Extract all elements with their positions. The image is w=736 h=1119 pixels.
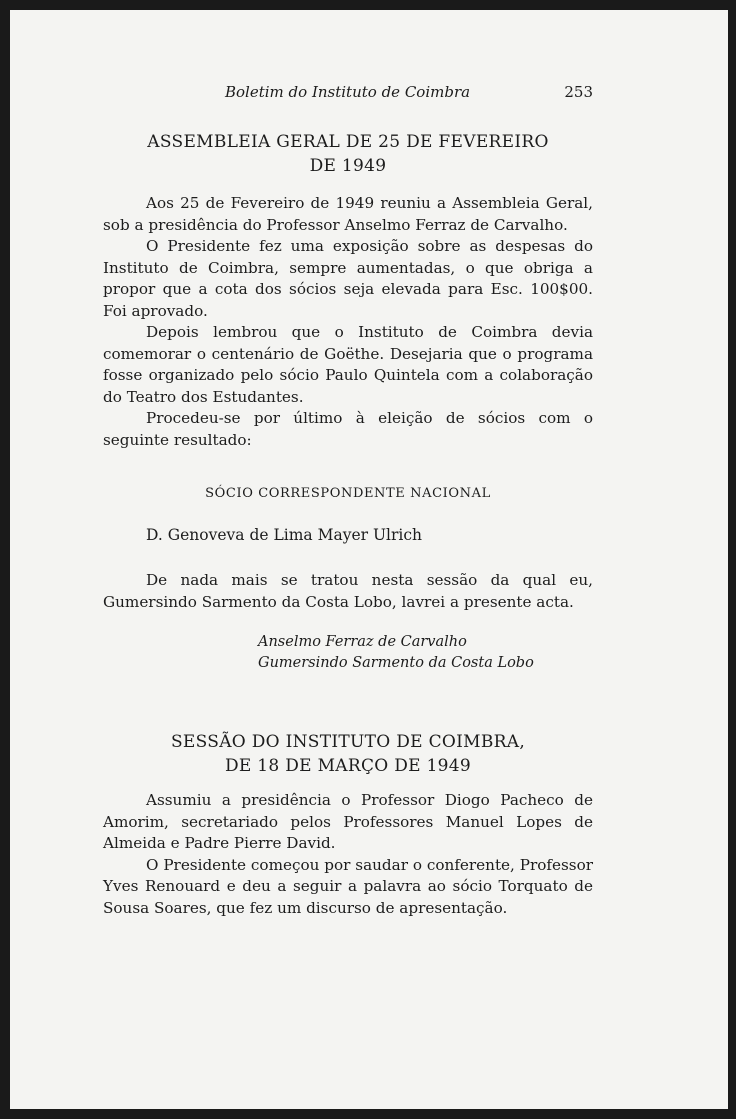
section2-heading-line2: DE 18 DE MARÇO DE 1949 <box>224 756 472 776</box>
section1-paragraph-3: Depois lembrou que o Instituto de Coimbra devia comemorar o centenário de Goëthe. Desejaria que o programa fosse organizado pelo sócio Paulo Quintela com a colaboração do Teatro dos Estudantes. <box>103 323 593 406</box>
section1-closing <box>103 570 593 613</box>
section1-heading-line1: ASSEMBLEIA GERAL DE 25 DE FEVEREIRO <box>147 132 549 152</box>
closing-paragraph: De nada mais se tratou nesta sessão da qual eu, Gumersindo Sarmento da Costa Lobo, lavrei a presente acta. <box>103 571 593 611</box>
section2-paragraph-2: O Presidente começou por saudar o conferente, Professor Yves Renouard e deu a seguir a palavra ao sócio Torquato de Sousa Soares, que fez um discurso de apresentação. <box>103 855 593 917</box>
running-header <box>103 83 593 107</box>
signatures <box>258 632 558 674</box>
section1-paragraph-1: Aos 25 de Fevereiro de 1949 reuniu a Assembleia Geral, sob a presidência do Professor Anselmo Ferraz de Carvalho. <box>103 194 593 234</box>
document-page <box>10 10 728 1109</box>
section1-paragraph-4: Procedeu-se por último à eleição de sócios com o seguinte resultado: <box>103 409 593 449</box>
page-number: 253 <box>564 83 593 101</box>
section2-body <box>103 790 593 919</box>
section1-heading <box>103 130 593 178</box>
elected-member: D. Genoveva de Lima Mayer Ulrich <box>146 526 423 544</box>
section1-body <box>103 193 593 451</box>
section2-heading <box>103 730 593 778</box>
signature-2: Gumersindo Sarmento da Costa Lobo <box>258 655 534 671</box>
signature-1: Anselmo Ferraz de Carvalho <box>258 634 467 650</box>
section2-paragraph-1: Assumiu a presidência o Professor Diogo Pacheco de Amorim, secretariado pelos Professores Manuel Lopes de Almeida e Padre Pierre David. <box>103 791 593 852</box>
section1-paragraph-2: O Presidente fez uma exposição sobre as despesas do Instituto de Coimbra, sempre aumentadas, o que obriga a propor que a cota dos sócios seja elevada para Esc. 100$00. Foi aprovado. <box>103 237 593 320</box>
running-title: Boletim do Instituto de Coimbra <box>225 83 471 101</box>
section1-heading-line2: DE 1949 <box>309 156 387 176</box>
section2-heading-line1: SESSÃO DO INSTITUTO DE COIMBRA, <box>170 732 526 752</box>
member-category: SÓCIO CORRESPONDENTE NACIONAL <box>205 486 491 501</box>
